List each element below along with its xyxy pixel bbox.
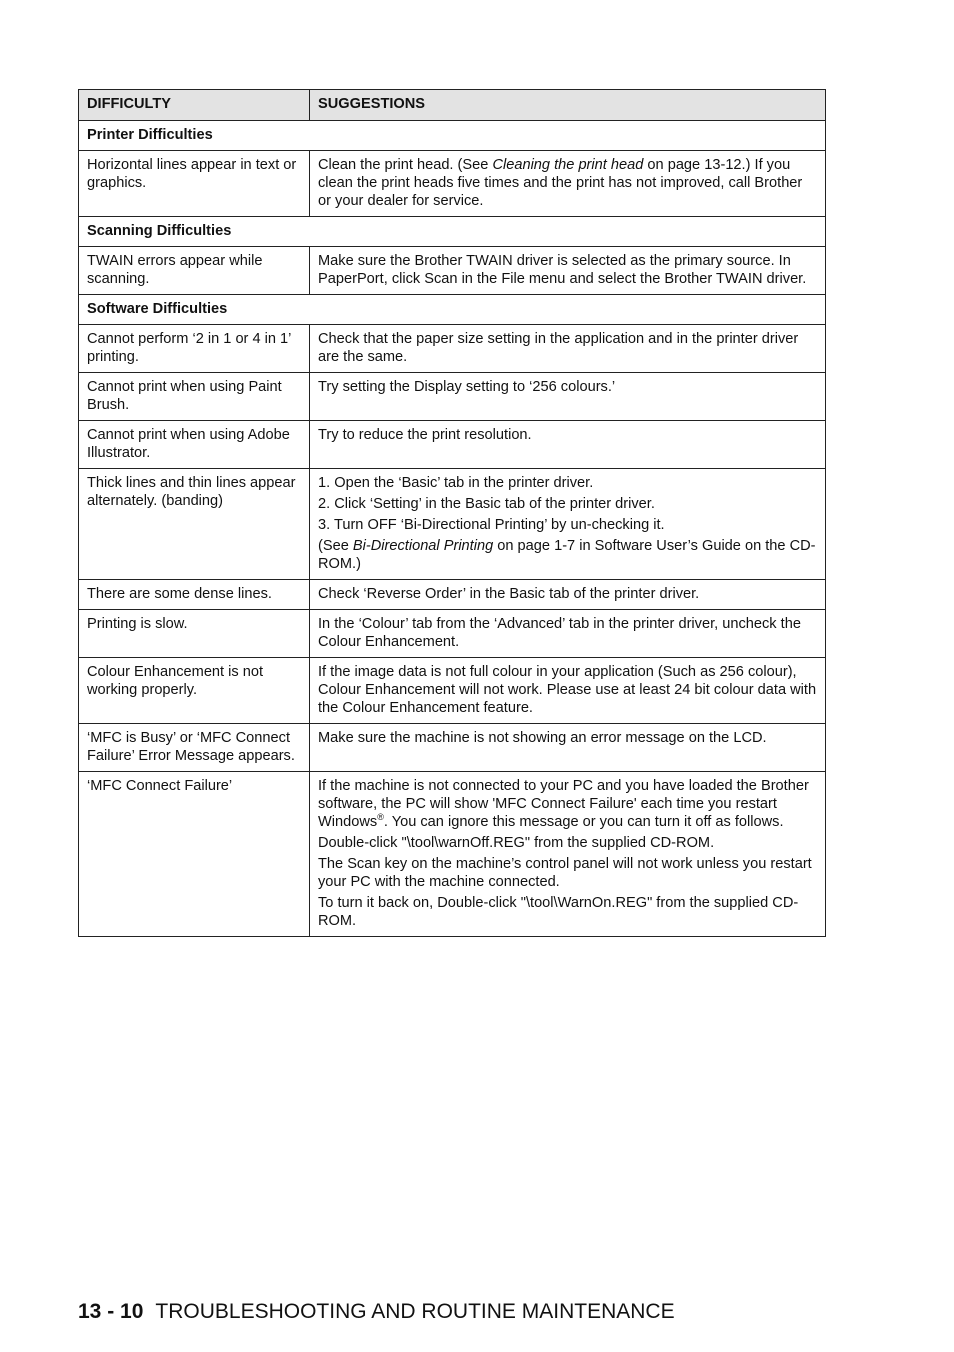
page-number: 13 - 10 bbox=[78, 1300, 144, 1323]
page-footer bbox=[78, 1299, 675, 1325]
suggestion-cell: Make sure the machine is not showing an error message on the LCD. bbox=[310, 724, 826, 772]
table-header-row bbox=[79, 90, 826, 121]
difficulty-cell: Colour Enhancement is not working properly. bbox=[79, 658, 310, 724]
section-title: Scanning Difficulties bbox=[79, 217, 826, 247]
suggestion-cell bbox=[310, 151, 826, 217]
suggestion-cell: If the image data is not full colour in your application (Such as 256 colour), Colour Enhancement will not work. Please use at least 24 bit colour data with the Colour Enhancement feature. bbox=[310, 658, 826, 724]
difficulty-cell: Printing is slow. bbox=[79, 610, 310, 658]
table-row bbox=[79, 247, 826, 295]
suggestion-text: (See bbox=[318, 538, 353, 554]
table-row bbox=[79, 421, 826, 469]
section-title: Printer Difficulties bbox=[79, 121, 826, 151]
cross-reference: Cleaning the print head bbox=[492, 157, 644, 173]
suggestion-cell: Make sure the Brother TWAIN driver is selected as the primary source. In PaperPort, click Scan in the File menu and select the Brother TWAIN driver. bbox=[310, 247, 826, 295]
table-row bbox=[79, 658, 826, 724]
header-suggestions: SUGGESTIONS bbox=[310, 90, 826, 121]
table-row bbox=[79, 610, 826, 658]
suggestion-cell bbox=[310, 772, 826, 937]
suggestion-text: on page 13-12.) If you clean the print heads five times and the print has not improved, call Brother or your dealer for service. bbox=[318, 157, 803, 209]
suggestion-text: . You can ignore this message or you can turn it off as follows. bbox=[383, 814, 784, 830]
troubleshooting-table bbox=[78, 89, 826, 937]
suggestion-cell: Check that the paper size setting in the application and in the printer driver are the same. bbox=[310, 325, 826, 373]
difficulty-cell: There are some dense lines. bbox=[79, 580, 310, 610]
difficulty-cell: ‘MFC Connect Failure’ bbox=[79, 772, 310, 937]
registered-mark: ® bbox=[377, 812, 384, 823]
suggestion-cell: In the ‘Colour’ tab from the ‘Advanced’ tab in the printer driver, uncheck the Colour Enhancement. bbox=[310, 610, 826, 658]
suggestion-paragraph: To turn it back on, Double-click "\tool\WarnOn.REG" from the supplied CD-ROM. bbox=[318, 895, 799, 929]
suggestion-paragraph: The Scan key on the machine’s control panel will not work unless you restart your PC with the machine connected. bbox=[318, 856, 812, 890]
suggestion-cell: Try setting the Display setting to ‘256 colours.’ bbox=[310, 373, 826, 421]
table-row bbox=[79, 772, 826, 937]
table-row bbox=[79, 373, 826, 421]
suggestion-paragraph bbox=[318, 777, 817, 831]
suggestion-cell: Try to reduce the print resolution. bbox=[310, 421, 826, 469]
suggestion-text: If the machine is not connected to your PC and you have loaded the Brother software, the PC will show 'MFC Connect Failure' each time you restart Windows bbox=[318, 778, 809, 830]
cross-reference: Bi-Directional Printing bbox=[352, 538, 494, 554]
difficulty-cell: Cannot perform ‘2 in 1 or 4 in 1’ printing. bbox=[79, 325, 310, 373]
suggestion-cell bbox=[310, 469, 826, 580]
section-row-printer bbox=[79, 121, 826, 151]
difficulty-cell: ‘MFC is Busy’ or ‘MFC Connect Failure’ Error Message appears. bbox=[79, 724, 310, 772]
difficulty-cell: Cannot print when using Adobe Illustrator. bbox=[79, 421, 310, 469]
difficulty-cell: Horizontal lines appear in text or graphics. bbox=[79, 151, 310, 217]
suggestion-paragraph: Double-click "\tool\warnOff.REG" from the supplied CD-ROM. bbox=[318, 835, 715, 851]
suggestion-text: Clean the print head. (See bbox=[318, 157, 493, 173]
difficulty-cell: Cannot print when using Paint Brush. bbox=[79, 373, 310, 421]
section-row-scanning bbox=[79, 217, 826, 247]
table-row bbox=[79, 469, 826, 580]
step-1: 1. Open the ‘Basic’ tab in the printer driver. bbox=[318, 475, 594, 491]
table-row bbox=[79, 580, 826, 610]
section-row-software bbox=[79, 295, 826, 325]
step-3: 3. Turn OFF ‘Bi-Directional Printing’ by un-checking it. bbox=[318, 517, 665, 533]
chapter-title: TROUBLESHOOTING AND ROUTINE MAINTENANCE bbox=[155, 1300, 675, 1323]
step-2: 2. Click ‘Setting’ in the Basic tab of the printer driver. bbox=[318, 496, 655, 512]
see-also-note bbox=[318, 537, 817, 573]
suggestion-cell: Check ‘Reverse Order’ in the Basic tab of the printer driver. bbox=[310, 580, 826, 610]
header-difficulty: DIFFICULTY bbox=[79, 90, 310, 121]
difficulty-cell: TWAIN errors appear while scanning. bbox=[79, 247, 310, 295]
table-row bbox=[79, 151, 826, 217]
section-title: Software Difficulties bbox=[79, 295, 826, 325]
suggestion-text: on page 1-7 in Software User’s Guide on the CD-ROM.) bbox=[318, 538, 816, 572]
table-row bbox=[79, 325, 826, 373]
difficulty-cell: Thick lines and thin lines appear alternately. (banding) bbox=[79, 469, 310, 580]
table-row bbox=[79, 724, 826, 772]
